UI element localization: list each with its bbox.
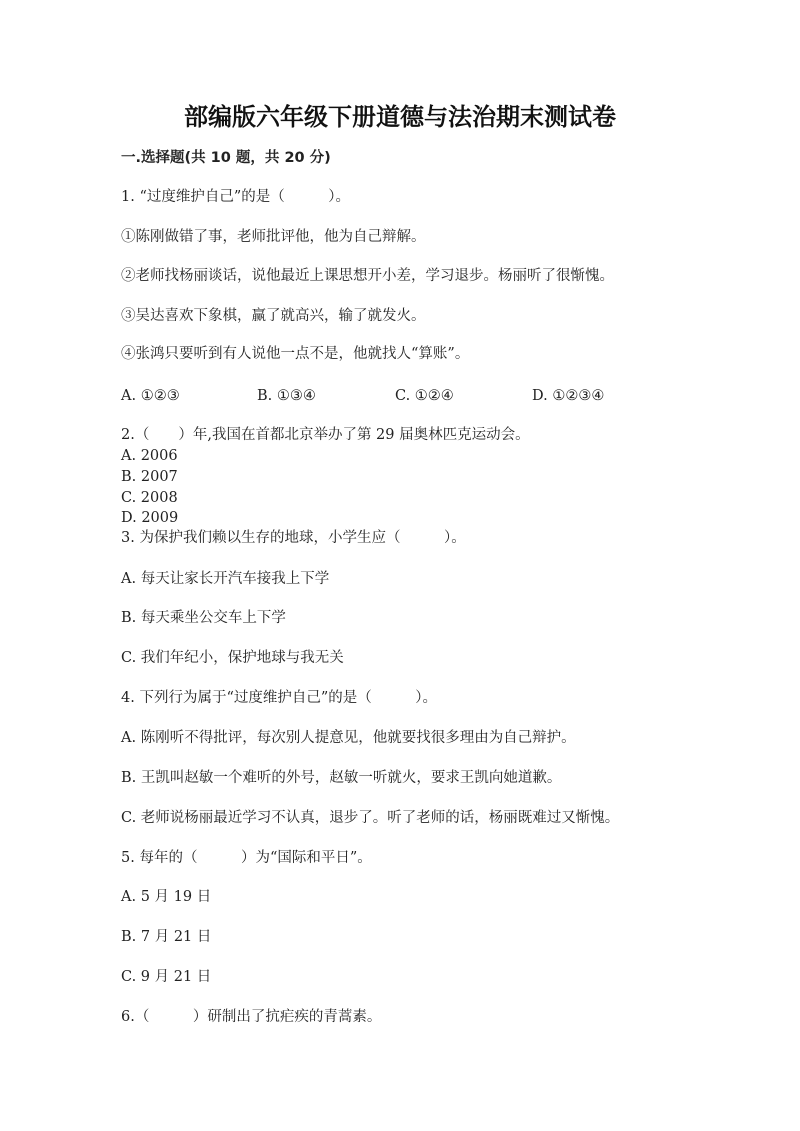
question-5-option-b: B. 7 月 21 日: [121, 929, 212, 945]
question-1-option-a: A. ①②③: [121, 388, 180, 404]
question-1-item: ③吴达喜欢下象棋，赢了就高兴，输了就发火。: [121, 308, 426, 324]
question-4-stem: 4. 下列行为属于“过度维护自己”的是（ ）。: [121, 690, 438, 706]
question-4-option-a: A. 陈刚听不得批评，每次别人提意见，他就要找很多理由为自己辩护。: [121, 730, 576, 746]
question-2-option-c: C. 2008: [121, 490, 178, 506]
question-1-item: ④张鸿只要听到有人说他一点不是，他就找人“算账”。: [121, 346, 470, 362]
question-6-stem: 6.（ ）研制出了抗疟疾的青蒿素。: [121, 1009, 382, 1025]
question-5-stem: 5. 每年的（ ）为“国际和平日”。: [121, 850, 372, 866]
question-2-option-b: B. 2007: [121, 469, 178, 485]
page-title: 部编版六年级下册道德与法治期末测试卷: [184, 103, 616, 131]
section-heading: 一.选择题(共 10 题，共 20 分): [121, 150, 331, 166]
question-1-option-b: B. ①③④: [257, 388, 316, 404]
question-3-option-a: A. 每天让家长开汽车接我上下学: [121, 571, 330, 587]
question-5-option-a: A. 5 月 19 日: [121, 889, 212, 905]
question-2-stem: 2.（ ）年,我国在首都北京举办了第 29 届奥林匹克运动会。: [121, 427, 530, 443]
question-1-item: ②老师找杨丽谈话，说他最近上课思想开小差，学习退步。杨丽听了很惭愧。: [121, 268, 614, 284]
question-1-option-c: C. ①②④: [395, 388, 454, 404]
question-4-option-b: B. 王凯叫赵敏一个难听的外号，赵敏一听就火，要求王凯向她道歉。: [121, 770, 562, 786]
question-5-option-c: C. 9 月 21 日: [121, 969, 212, 985]
question-3-stem: 3. 为保护我们赖以生存的地球，小学生应（ ）。: [121, 530, 466, 546]
question-4-option-c: C. 老师说杨丽最近学习不认真，退步了。听了老师的话，杨丽既难过又惭愧。: [121, 810, 620, 826]
question-2-option-d: D. 2009: [121, 510, 179, 526]
question-1-option-d: D. ①②③④: [532, 388, 605, 404]
question-1-item: ①陈刚做错了事，老师批评他，他为自己辩解。: [121, 229, 426, 245]
question-1-stem: 1. “过度维护自己”的是（ ）。: [121, 189, 351, 205]
question-3-option-c: C. 我们年纪小，保护地球与我无关: [121, 650, 344, 666]
question-2-option-a: A. 2006: [121, 448, 178, 464]
question-3-option-b: B. 每天乘坐公交车上下学: [121, 610, 286, 626]
